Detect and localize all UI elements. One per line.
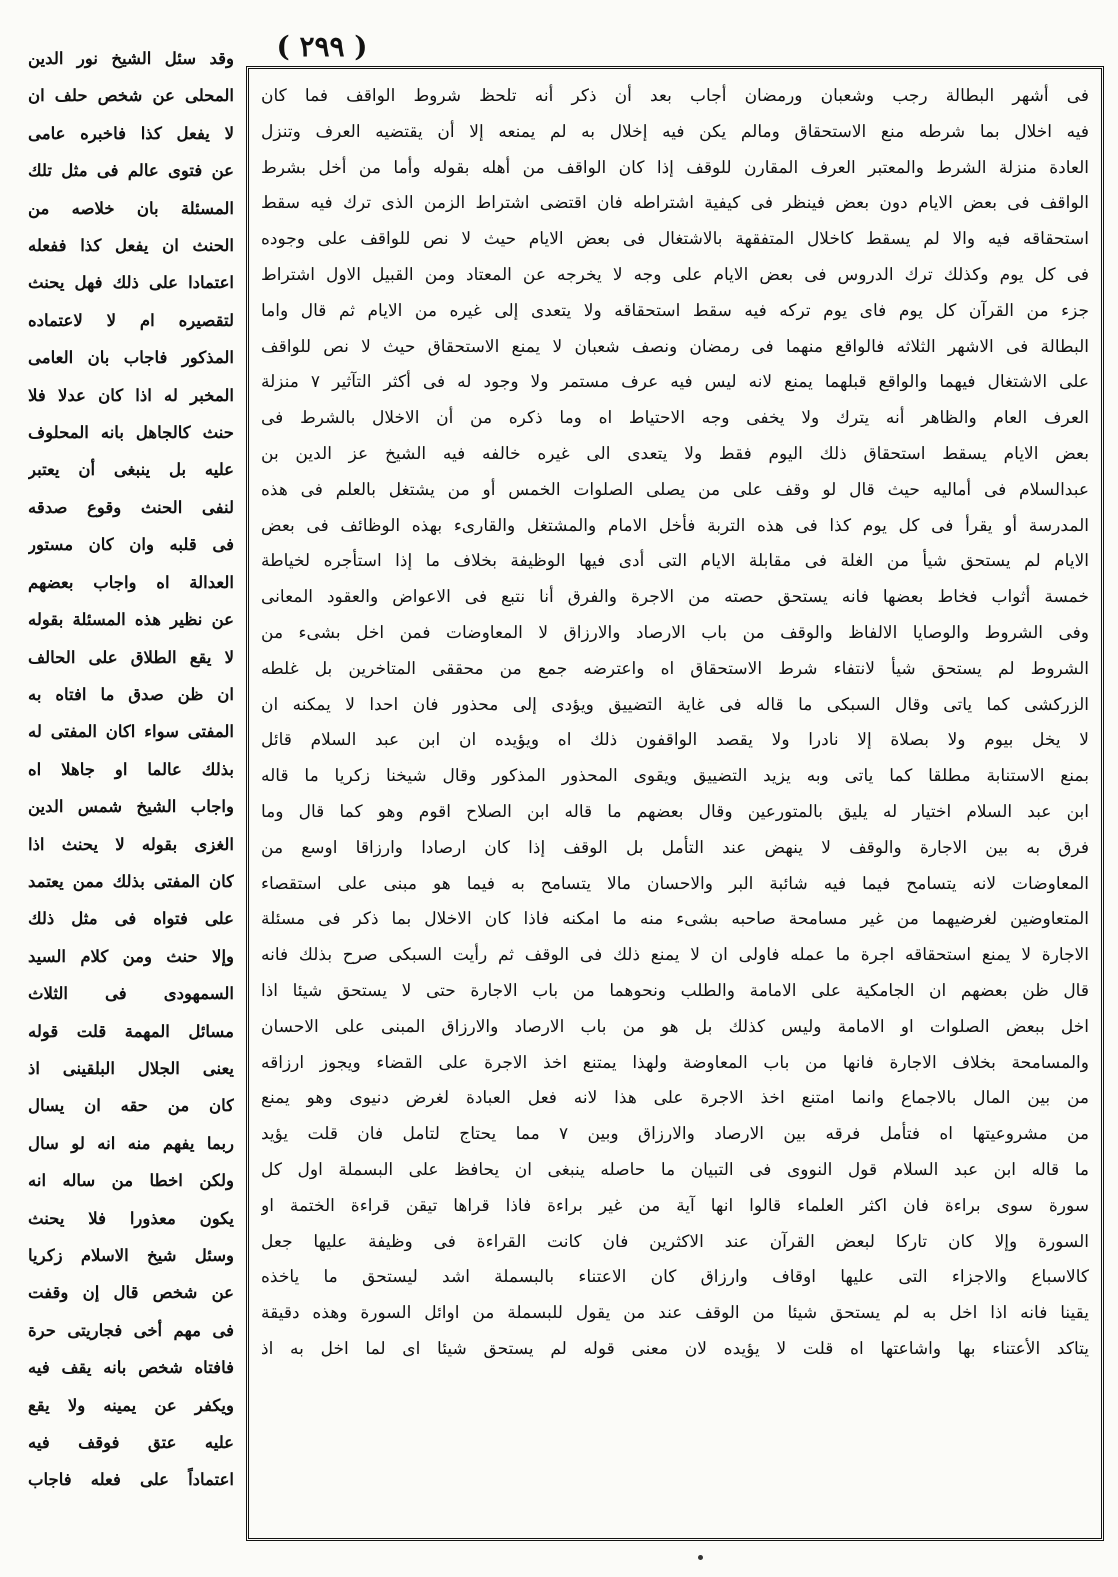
main-text-line: المعاوضات لانه يتسامح فيما فيه شائبة البر والاحسان مالا يتسامح به فيما هو مبنى على استقصاء [261,873,1089,894]
margin-text-line: لنفى الحنث وقوع صدقه [28,497,234,517]
main-text-line: بعض الايام يسقط استحقاق ذلك اليوم فقط ولا يتعدى الى غيره خالفه فيه الشيخ عز الدين بن [261,443,1089,464]
margin-text-line: السمهودى فى الثلاث [28,984,234,1004]
margin-text-line: ربما يفهم منه انه لو سال [28,1133,234,1153]
margin-text-line: عن فتوى عالم فى مثل تلك [28,161,234,181]
main-text-line: والمسامحة بخلاف الاجارة فانها من باب المعاوضة ولهذا يمتنع اخذ الاجرة على القضاء ويجوز ارزاقه [261,1052,1089,1073]
margin-text-line: اعتمادا على ذلك فهل يحنث [28,273,234,293]
margin-text-line: عليه بل ينبغى أن يعتبر [28,460,234,480]
main-text-line: استحقاقه فيه والا لم يسقط كاخلال المتفقهة بالاشتغال فى بعض الايام حيث لا نص للواقف على وجوده [261,229,1089,250]
main-text-line: جزء من القرآن كل يوم فاى يوم تركه فيه سقط استحقاقه ولا يتعدى إلى غيره من الايام ثم قال واما [261,300,1089,321]
margin-text-line: فى قلبه وان كان مستور [28,535,234,555]
margin-text-line: المفتى سواء اكان المفتى له [28,722,234,742]
margin-commentary [28,40,234,1540]
main-text-line: فيه اخلال بما شرطه منع الاستحقاق ومالم يكن فيه إخلال به لم يمنعه إلا أن يقتضيه العرف وتنزل [261,121,1089,142]
main-text-line: كالاسباع والاجزاء التى عليها اوقاف وارزاق كان الاعتناء بالبسملة اشد ليستحق ما ياخذه [261,1267,1089,1288]
main-text-line: الزركشى كما ياتى وقال السبكى ما قاله فى غاية التضييق ويؤدى إلى محذور فان احدا لا يمكنه ان [261,694,1089,715]
margin-text-line: فى مهم أخى فجاريتى حرة [28,1320,234,1340]
margin-text-line: المسئلة بان خلاصه من [28,198,234,218]
main-text-line: الشروط لم يستحق شيأ لانتفاء شرط الاستحقاق اه واعترضه جمع من محققى المتاخرين بل غلطه [261,658,1089,679]
margin-text-line: لتقصيره ام لا لاعتماده [28,310,234,330]
main-text-line: الاجارة لا يمنع استحقاقه اجرة ما عمله فاولى ان لا يمنع ذلك فى الوقف ثم رأيت السبكى صرح بذلك فانه [261,945,1089,966]
margin-text-line: كان من حقه ان يسال [28,1096,234,1116]
main-text-line: فرق به بين الاجارة والوقف لا ينهض عند التأمل بل الوقف إذا كان ارصادا وارزاقا اوسع من [261,837,1089,858]
margin-text-line: يعنى الجلال البلقينى اذ [28,1058,234,1078]
margin-text-line: فافتاه شخص بانه يقف فيه [28,1358,234,1378]
bottom-dot [698,1555,703,1560]
margin-text-line: ان ظن صدق ما افتاه به [28,684,234,704]
margin-text-line: ويكفر عن يمينه ولا يقع [28,1395,234,1415]
margin-text-line: وإلا حنث ومن كلام السيد [28,946,234,966]
main-text-line: الايام لم يستحق شيأ من الغلة فى مقابلة الايام التى أدى فيها الوظيفة بخلاف ما إذا استأجره لخياطة [261,551,1089,572]
margin-text-line: الغزى بقوله لا يحنث اذا [28,834,234,854]
margin-text-line: لا يقع الطلاق على الحالف [28,647,234,667]
main-text-line: عبدالسلام فى أماليه حيث قال لو وقف على من يصلى الصلوات الخمس أو من يشتغل بالعلم فى هذه [261,479,1089,500]
margin-text-line: ولكن اخطا من ساله انه [28,1171,234,1191]
margin-text-line: عن نظير هذه المسئلة بقوله [28,610,234,630]
margin-text-line: مسائل المهمة قلت قوله [28,1021,234,1041]
main-text-line: السورة وإلا كان تاركا لبعض القرآن عند الاكثرين فان كانت القراءة فى وظيفة عليها جعل [261,1231,1089,1252]
margin-text-line: واجاب الشيخ شمس الدين [28,797,234,817]
main-text-line: يقينا فانه اذا اخل به لم يستحق شيئا من الوقف عند من يقول للبسملة من اوائل السورة وهذه دقيقة [261,1303,1089,1324]
margin-text-line: المذكور فاجاب بان العامى [28,348,234,368]
main-text-line: قال ظن بعضهم ان الجامكية على الامامة والطلب ونحوهما من باب الاجارة حتى لا يستحق شيئا اذا [261,980,1089,1001]
margin-text-line: اعتماداً على فعله فاجاب [28,1470,234,1490]
margin-text-line: وقد سئل الشيخ نور الدين [28,49,234,68]
main-text-line: على الاشتغال فيهما والواقع قبلهما يمنع لانه ليس فيه عرف مستمر ولا وجود له فى أكثر التآثير ٧ منزلة [261,372,1089,393]
main-text-line: فى كل يوم وكذلك ترك الدروس فى بعض الايام على وجه لا يخرجه عن المعتاد ومن القبيل الاول اشتراط [261,264,1089,285]
main-text-line: بمنع الاستنابة مطلقا كما ياتى وبه يزيد التضييق ويقوى المحذور المذكور وقال شيخنا زكريا ما قاله [261,766,1089,787]
margin-text-line: لا يفعل كذا فاخبره عامى [28,123,234,143]
margin-text-line: وسئل شيخ الاسلام زكريا [28,1246,234,1265]
main-text-line: المتعاوضين لغرضيهما من غير مسامحة صاحبه بشىء منه ما امكنه فاذا كان الاخلال بما ذكر فى مسئلة [261,909,1089,930]
margin-text-line: حنث كالجاهل بانه المحلوف [28,423,234,443]
main-text-line: يتاكد الأعتناء بها واشاعتها اه قلت لا يؤيده لان معنى قوله لم يستحق شيئا اى لما اخل به اذ [261,1338,1089,1359]
main-text-frame [246,66,1104,1541]
main-text-line: سورة سوى براءة فان اكثر العلماء قالوا انها آية من غير براءة فاذا قراها تيقن قراءة الختمة او [261,1195,1089,1216]
main-text-line: فى أشهر البطالة رجب وشعبان ورمضان أجاب بعد أن ذكر أنه تلحظ شروط الواقف فما كان [261,86,1089,106]
main-text-line: البطالة فى الاشهر الثلاثه فالواقع منهما فى رمضان ونصف شعبان لا يمنع الاستحقاق حيث لا نص للواقف [261,336,1089,357]
margin-text-line: عن شخص قال إن وقفت [28,1283,234,1303]
margin-text-line: الحنث ان يفعل كذا ففعله [28,236,234,256]
main-text-lines [261,79,1089,1368]
margin-text-line: المخبر له اذا كان عدلا فلا [28,385,234,405]
page-number: ( ٢٩٩ ) [276,30,368,63]
main-text-line: من مشروعيتها اه فتأمل فرقه بين الارصاد والارزاق وبين ٧ مما يحتاج لتامل فان قلت يؤيد [261,1124,1089,1145]
main-text-line: العادة منزلة الشرط والمعتبر العرف المقارن للوقف إذا كان الواقف من أهله بقوله وأما من أخل بشرط [261,157,1089,178]
main-text-line: ابن عبد السلام اختيار له يليق بالمتورعين وقال بعضهم ما قاله ابن الصلاح اقوم وهو كما قال وما [261,801,1089,822]
margin-text-lines [28,40,234,1499]
main-text-line: وفى الشروط والوصايا الالفاظ والوقف من باب الارصاد والارزاق لا المعاوضات فمن اخل بشىء من [261,622,1089,643]
margin-text-line: على فتواه فى مثل ذلك [28,909,234,929]
main-text-line: خمسة أثواب فخاط بعضها فانه يستحق حصته من الاجرة والفرق أنا نتبع فى الاعواض والعقود المعانى [261,587,1089,608]
main-text-line: لا يخل بيوم ولا بصلاة إلا نادرا ولا يقصد الواقفون ذلك اه ويؤيده ان ابن عبد السلام قائل [261,730,1089,751]
main-text-line: اخل ببعض الصلوات او الامامة وليس كذلك بل هو من باب الارصاد والارزاق المبنى على الاحسان [261,1016,1089,1037]
main-text-line: المدرسة أو يقرأ فى كل يوم كذا فى هذه التربة فأخل الامام والمشتغل والقارىء بهذه الوظائف فى بعض [261,515,1089,536]
margin-text-line: يكون معذورا فلا يحنث [28,1208,234,1228]
margin-text-line: كان المفتى بذلك ممن يعتمد [28,871,234,891]
main-text-line: الواقف فى بعض الايام دون بعض فينظر فى كيفية اشتراطه فان اقتضى اشتراط الزمن الذى ترك فيه سقط [261,193,1089,214]
margin-text-line: المحلى عن شخص حلف ان [28,86,234,106]
margin-text-line: العدالة اه واجاب بعضهم [28,572,234,592]
main-text-line: العرف العام والظاهر أنه يترك ولا يخفى وجه الاحتياط اه وما ذكره من أن الاخلال بالشرط فى [261,408,1089,429]
main-text-line: من بين المال بالاجماع وانما امتنع اخذ الاجرة على هذا لانه فعل العبادة لغرض دنيوى وهو يمنع [261,1088,1089,1109]
margin-text-line: عليه عتق فوقف فيه [28,1433,234,1453]
margin-text-line: بذلك عالما او جاهلا اه [28,759,234,779]
main-text-line: ما قاله ابن عبد السلام قول النووى فى التبيان ما حاصله ينبغى ان يحافظ على البسملة اول كل [261,1159,1089,1180]
